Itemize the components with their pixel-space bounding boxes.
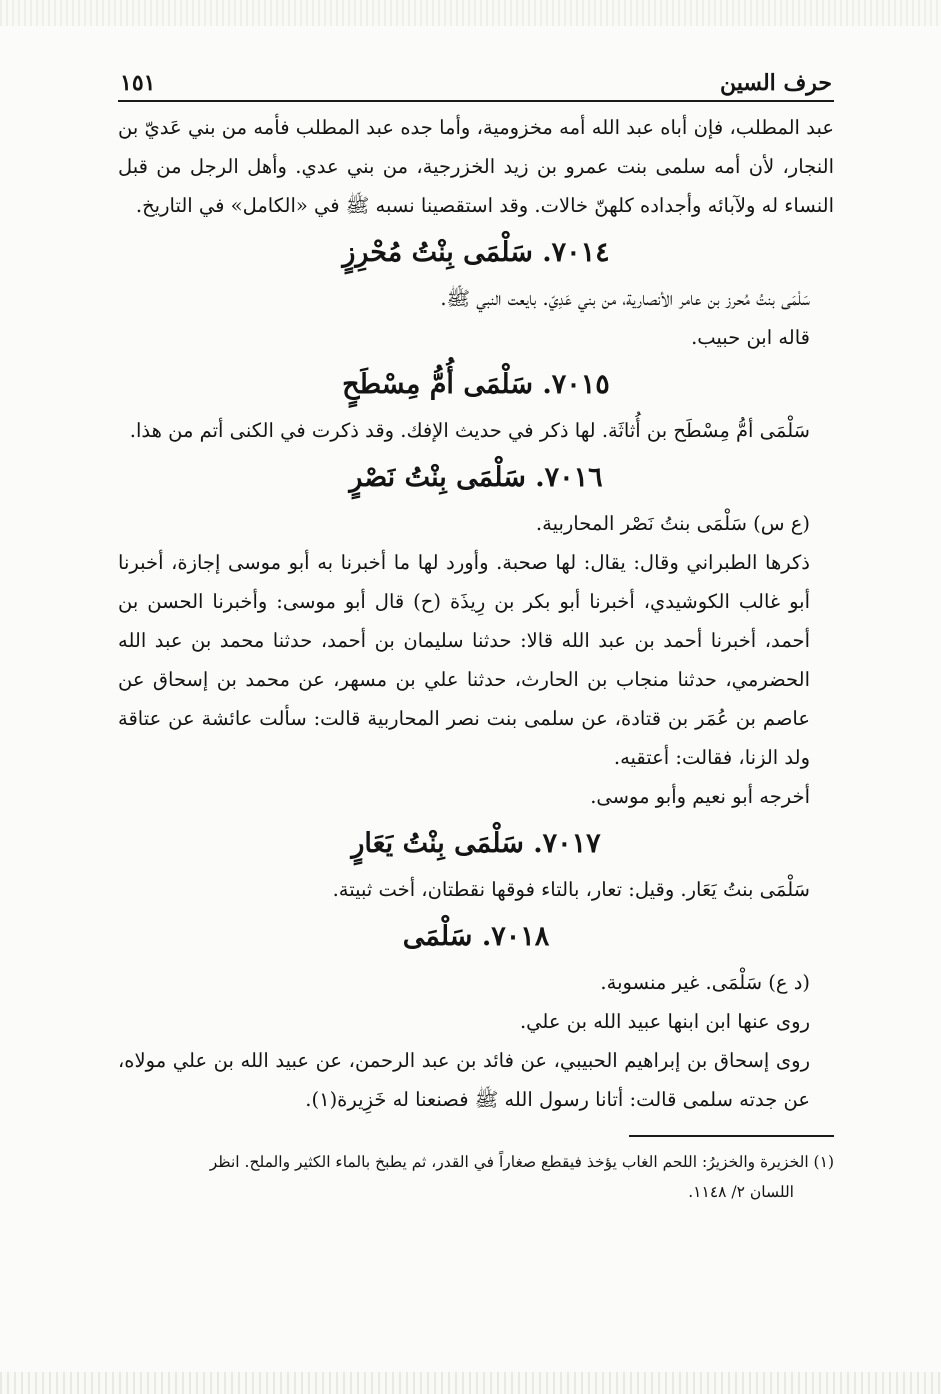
footnote-divider bbox=[629, 1135, 834, 1137]
running-header bbox=[118, 58, 834, 102]
entry-paragraph: أخرجه أبو نعيم وأبو موسى. bbox=[590, 785, 810, 808]
entry-paragraph: (د ع) سَلْمَى. غير منسوبة. bbox=[600, 971, 810, 994]
entry-title: ٧٠١٤. سَلْمَى بِنْتُ مُحْرِزٍ bbox=[342, 237, 610, 268]
entry-paragraph: سَلْمَى بنتُ يَعَار. وقيل: تعار، بالتاء فوقها نقطتان، أخت ثبيتة. bbox=[332, 878, 810, 901]
footnote-line: (١) الخزيرة والخزيرُ: اللحم الغاب يؤخذ فيقطع صغاراً في القدر، ثم يطبخ بالماء الكثير والملح. انظر bbox=[209, 1153, 834, 1171]
entry-paragraph: (ع س) سَلْمَى بنتُ نَصْر المحاربية. bbox=[535, 512, 810, 535]
entry-title: ٧٠١٥. سَلْمَى أُمُّ مِسْطَحٍ bbox=[342, 369, 610, 400]
entry-paragraph: سَلْمَى بنتُ مُحرز بن عامر الأنصارية، من بني عَدِيّ. بايعت النبي ﷺ. bbox=[440, 287, 810, 310]
entry-paragraph: قاله ابن حبيب. bbox=[691, 326, 810, 349]
entry-paragraph: سَلْمَى أمُّ مِسْطَح بن أُثاثَة. لها ذكر في حديث الإفك. وقد ذكرت في الكنى أتم من هذا. bbox=[129, 419, 810, 442]
entry-7018 bbox=[118, 913, 834, 1119]
entry-paragraph: ذكرها الطبراني وقال: يقال: لها صحبة. وأورد لها ما أخبرنا به أبو موسى إجازة، أخبرنا أبو غالب الكوشيدي، أخبرنا أبو بكر بن رِيذَة (ح) قال أبو موسى: وأخبرنا الحسن بن أحمد، أخبرنا أحمد بن عبد الله قالا: حدثنا سليمان بن أحمد، حدثنا محمد بن عبد الله الحضرمي، حدثنا منجاب بن الحارث، حدثنا علي بن مسهر، عن محمد بن إسحاق عن عاصم بن عُمَر بن قتادة، عن سلمى بنت نصر المحاربية قالت: سألت عائشة عن عتاقة ولد الزنا، فقالت: أعتقيه. bbox=[118, 551, 810, 769]
entry-title: ٧٠١٦. سَلْمَى بِنْتُ نَصْرٍ bbox=[349, 462, 603, 493]
entry-paragraph: روى عنها ابن ابنها عبيد الله بن علي. bbox=[519, 1010, 810, 1033]
page-number: ١٥١ bbox=[120, 70, 156, 96]
scan-edge-bottom bbox=[0, 1372, 941, 1394]
entry-7014 bbox=[118, 229, 834, 357]
entry-7015 bbox=[118, 361, 834, 450]
entry-7017 bbox=[118, 820, 834, 909]
entry-7016 bbox=[118, 454, 834, 816]
chapter-title: حرف السين bbox=[719, 70, 832, 96]
book-page bbox=[118, 58, 834, 1207]
footnote bbox=[118, 1147, 834, 1207]
intro-paragraph: عبد المطلب، فإن أباه عبد الله أمه مخزومية، وأما جده عبد المطلب فأمه من بني عَديّ بن النجار، لأن أمه سلمى بنت عمرو بن زيد الخزرجية، من بني عدي. وأهل الرجل من قبل النساء له ولآبائه وأجداده كلهنّ خالات. وقد استقصينا نسبه ﷺ في «الكامل» في التاريخ. bbox=[118, 116, 834, 217]
entry-paragraph: روى إسحاق بن إبراهيم الحبيبي، عن فائد بن عبد الرحمن، عن عبيد الله بن علي مولاه، عن جدته سلمى قالت: أتانا رسول الله ﷺ فصنعنا له خَزِيرة(١). bbox=[118, 1049, 810, 1111]
page-body bbox=[118, 108, 834, 1119]
entry-title: ٧٠١٨. سَلْمَى bbox=[402, 921, 550, 952]
scan-edge-top bbox=[0, 0, 941, 26]
entry-title: ٧٠١٧. سَلْمَى بِنْتُ يَعَارٍ bbox=[351, 828, 601, 859]
footnote-line: اللسان ٢/ ١١٤٨. bbox=[688, 1183, 794, 1201]
